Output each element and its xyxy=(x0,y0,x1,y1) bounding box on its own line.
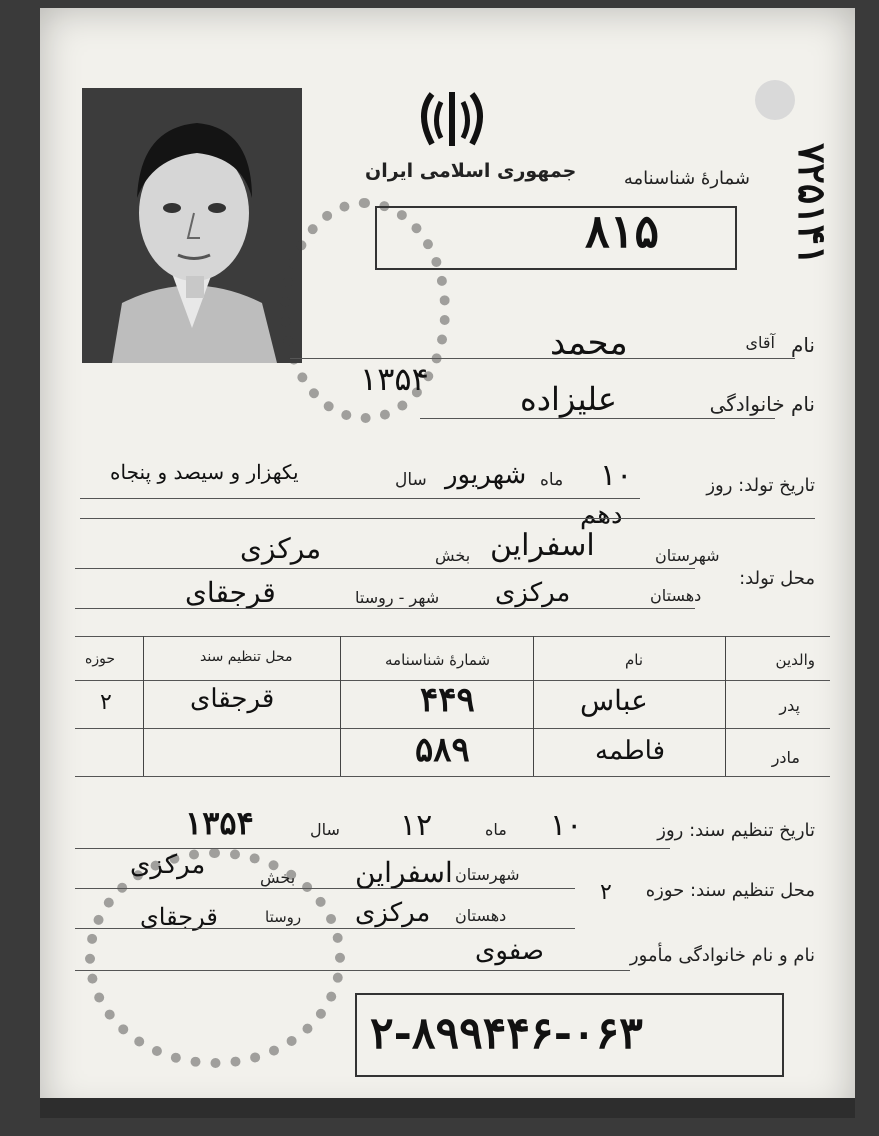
birth-village-value: قرجقای xyxy=(185,576,276,609)
birth-year-label: سال xyxy=(395,470,427,490)
birth-district-label: بخش xyxy=(435,546,471,565)
officer-line xyxy=(75,970,630,971)
birth-place-line-2 xyxy=(75,608,695,609)
birth-date-label: تاریخ تولد: روز xyxy=(706,475,815,496)
issue-year-value: ۱۳۵۴ xyxy=(185,804,254,842)
parents-table-top xyxy=(75,636,830,637)
stamp-year: ۱۳۵۴ xyxy=(360,360,429,398)
father-name: عباس xyxy=(580,684,648,717)
parents-header-id: شمارهٔ شناسنامه xyxy=(385,651,491,669)
issue-place-line-2 xyxy=(75,928,575,929)
issue-month-label: ماه xyxy=(485,820,507,839)
name-label: نام xyxy=(790,333,815,357)
republic-name: جمهوری اسلامی ایران xyxy=(365,160,577,182)
portrait-photo xyxy=(82,88,302,363)
birth-certificate-page xyxy=(40,8,855,1118)
issue-village-value: قرجقای xyxy=(140,903,218,931)
id-number-label: شمارهٔ شناسنامه xyxy=(623,168,750,189)
birth-date-line2: دهم xyxy=(580,500,623,530)
father-place: قرجقای xyxy=(190,684,275,714)
birth-district-value: مرکزی xyxy=(240,532,322,565)
birth-day-value: ۱۰ xyxy=(600,458,633,493)
issue-date-label: تاریخ تنظیم سند: روز xyxy=(657,820,815,841)
birth-year-value: یکهزار و سیصد و پنجاه xyxy=(110,460,299,484)
issue-place-label: محل تنظیم سند: حوزه xyxy=(645,880,815,901)
issue-date-line xyxy=(75,848,670,849)
parents-header-name: نام xyxy=(625,651,644,669)
birth-place-label: محل تولد: xyxy=(739,568,815,589)
parents-col-2 xyxy=(340,636,341,776)
name-title: آقای xyxy=(745,333,775,352)
family-line xyxy=(420,418,775,419)
parents-col-3 xyxy=(533,636,534,776)
parents-table-bottom xyxy=(75,776,830,777)
birth-month-value: شهریور xyxy=(445,460,527,490)
punch-hole-right xyxy=(755,80,795,120)
mother-relation: مادر xyxy=(771,748,800,767)
id-number-value: ۸۱۵ xyxy=(585,204,660,258)
father-zone: ۲ xyxy=(100,690,112,715)
issue-district-label: بخش xyxy=(260,868,296,887)
birth-date-line xyxy=(80,498,640,499)
officer-label: نام و نام خانوادگی مأمور xyxy=(629,945,815,966)
birth-village-label: شهر - روستا xyxy=(355,588,440,607)
parents-table-row-line xyxy=(75,728,830,729)
national-code-value: ۲-۸۹۹۴۴۶-۰۶۳ xyxy=(370,1008,643,1059)
seal-stamp-bottom xyxy=(85,848,345,1068)
serial-number: ۷۲۵۱۴۱ xyxy=(790,143,835,266)
birth-rural-value: مرکزی xyxy=(495,578,571,608)
mother-name: فاطمه xyxy=(595,736,666,766)
issue-district-value: مرکزی xyxy=(130,850,206,880)
page-bottom-edge xyxy=(40,1098,855,1118)
name-value: محمد xyxy=(550,323,628,363)
issue-rural-label: دهستان xyxy=(455,906,507,925)
birth-county-value: اسفراین xyxy=(490,528,595,563)
issue-county-value: اسفراین xyxy=(355,856,453,889)
issue-village-label: روستا xyxy=(265,908,302,926)
parents-header-zone: حوزه xyxy=(85,651,115,667)
birth-place-line-1 xyxy=(75,568,695,569)
mother-id: ۵۸۹ xyxy=(415,730,470,770)
birth-county-label: شهرستان xyxy=(655,546,720,565)
id-number-box xyxy=(375,206,737,270)
parents-header-place: محل تنظیم سند xyxy=(200,649,293,665)
portrait-image xyxy=(82,88,302,363)
issue-day-value: ۱۰ xyxy=(550,808,583,843)
father-relation: پدر xyxy=(779,696,800,715)
parents-col-4 xyxy=(725,636,726,776)
issue-rural-value: مرکزی xyxy=(355,898,431,928)
parents-header-relation: والدین xyxy=(775,651,815,669)
birth-rural-label: دهستان xyxy=(650,586,702,605)
name-line xyxy=(290,358,795,359)
birth-month-label: ماه xyxy=(540,470,564,490)
father-id: ۴۴۹ xyxy=(420,680,475,720)
family-value: علیزاده xyxy=(520,380,617,418)
issue-zone-value: ۲ xyxy=(600,880,612,905)
officer-value: صفوی xyxy=(475,936,545,966)
parents-col-1 xyxy=(143,636,144,776)
birth-date-line-2 xyxy=(80,518,815,519)
issue-county-label: شهرستان xyxy=(455,865,520,884)
issue-month-value: ۱۲ xyxy=(400,808,433,843)
issue-place-line-1 xyxy=(75,888,575,889)
issue-year-label: سال xyxy=(310,820,340,839)
family-label: نام خانوادگی xyxy=(709,392,815,416)
emblem-icon xyxy=(414,86,490,156)
